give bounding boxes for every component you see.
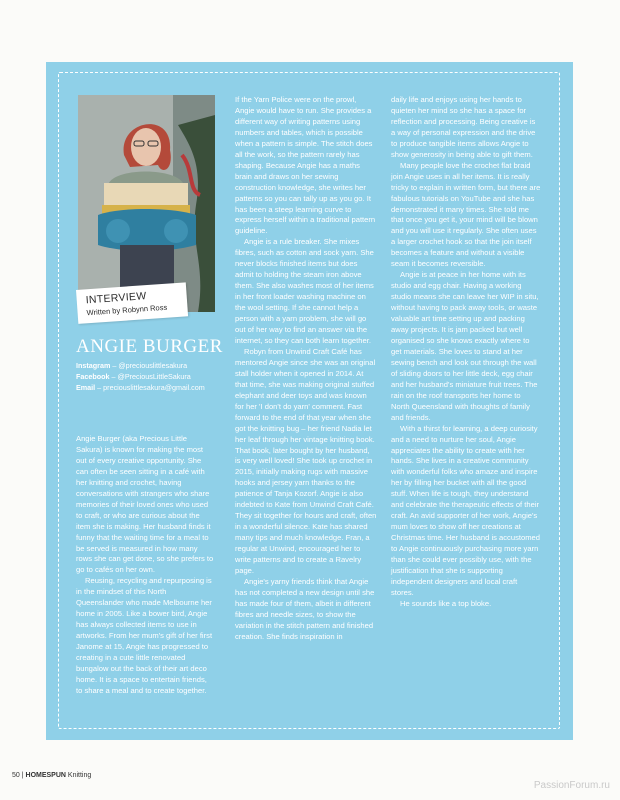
footer-separator: | bbox=[19, 772, 26, 779]
watermark: PassionForum.ru bbox=[533, 780, 610, 791]
portrait-illustration bbox=[78, 95, 215, 312]
page-number: 50 bbox=[12, 772, 20, 779]
page-footer bbox=[12, 772, 91, 779]
paragraph: He sounds like a top bloke. bbox=[400, 598, 492, 608]
article-column-3 bbox=[391, 95, 541, 610]
facebook-label: Facebook bbox=[76, 372, 110, 382]
profile-name: ANGIE BURGER bbox=[76, 336, 223, 357]
facebook-line bbox=[76, 371, 236, 382]
byline: Written by Robynn Ross bbox=[86, 302, 168, 318]
email-line bbox=[76, 382, 236, 393]
magazine-name: HOMESPUN bbox=[25, 772, 66, 779]
email-address: – preciouslittlesakura@gmail.com bbox=[95, 383, 205, 393]
article-column-2 bbox=[235, 95, 377, 643]
instagram-label: Instagram bbox=[76, 361, 111, 370]
magazine-section: Knitting bbox=[65, 772, 92, 779]
instagram-handle: – @preciouslittlesakura bbox=[110, 361, 188, 370]
paragraph: Robyn from Unwind Craft Café has mentored Angie since she was an original stall holder when it opened in 2014. At that time, she was making original stuffed elephant and deer toys and was known for her 'I don't do yarn' comment. Fast forward to the end of that year when she got the knitting bug – her friend Nadia let her leaf through her vintage knitting book. That book, later bought by her husband, is very well loved! She took up crochet in 2015, initially making rugs with massive hooks and jersey yarn thanks to the patience of Tanja Kozorf. Angie is also indebted to Kate from Unwind Craft Café. They sit together for hours and craft, often in a wonderful silence. Kate has shared many tips and much knowledge. Fran, a regular at Unwind, encouraged her to write patterns and to create a Ravelry page. bbox=[235, 346, 377, 575]
contact-details bbox=[76, 360, 236, 394]
article-column-1 bbox=[76, 434, 214, 697]
paragraph: With a thirst for learning, a deep curiosity and a need to nurture her soul, Angie appreciates the ability to create with her hands. She lives in a creative community with wonderful folks who amaze and inspire her by filling her bucket with all the good stuff. When life is tough, they understand and celebrate the therapeutic effects of their craft. An avid supporter of her work, Angie's mum loves to show off her creations at Christmas time. Her husband is accustomed to Angie continuously purchasing more yarn than she could ever possibly use, with the justification that she is supporting independent designers and local craft stores. bbox=[391, 423, 540, 597]
paragraph: Reusing, recycling and repurposing is in the mindset of this North Queenslander who made Melbourne her home in 2005. Like a bower bird, Angie has always collected items to use in artworks. From her mum's gift of her first Janome at 15, Angie has progressed to creating in a cute little renovated bungalow out the back of their art deco home. It is a space to entertain friends, to share a meal and to create together. bbox=[76, 576, 213, 695]
paragraph: Angie is a rule breaker. She mixes fibres, such as cotton and sock yarn. She never blocks finished items but does admit to holding the steam iron above them. She also washes most of her items in her front loader washing machine on the wool setting. If she cannot help a person with a yarn problem, she will go out of her way to find an answer via the internet, so they can both learn together. bbox=[235, 237, 374, 345]
paragraph: Angie's yarny friends think that Angie has not completed a new design until she has made four of them, albeit in different fibres and needle sizes, to show the variation in the stitch pattern and finished creation. She finds inspiration in bbox=[235, 576, 375, 641]
email-label: Email bbox=[76, 383, 96, 393]
paragraph: Angie is at peace in her home with its studio and egg chair. Having a working studio means she can leave her WIP in situ, without having to pack away tools, or waste valuable art time setting up and packing away projects. It is jam packed but well organised so she knows exactly where to get materials. She loves to stand at her sewing bench and look out through the wall of sliding doors to her little deck, egg chair and her husband's miniature fruit trees. The rain on the roof transports her home to North Queensland with thoughts of family and friends. bbox=[391, 270, 539, 422]
paragraph: If the Yarn Police were on the prowl, Angie would have to run. She provides a different way of writing patterns using numbers and tables, which is possible when a pattern is simple. The stitch does all the work, so the pattern rarely has shaping. Because Angie has a maths brain and draws on her sewing construction knowledge, she writes her patterns so you can tally up as you go. It has been a steep learning curve to express herself within a traditional pattern guideline. bbox=[235, 95, 376, 236]
facebook-handle: – @PreciousLittleSakura bbox=[109, 372, 191, 382]
paragraph: Angie Burger (aka Precious Little Sakura) is known for making the most out of every creative opportunity. She can often be seen sitting in a café with her knitting and crochet, having conversations with strangers who share memories of their loved ones who used to craft, or who are curious about the item she is making. Her husband finds it funny that the waiting time for a meal to be served is measured in how many rows she can get done, so she prefers to go to cafés on her own. bbox=[76, 434, 214, 575]
paragraph: Many people love the crochet flat braid join Angie uses in all her items. It is really tricky to explain in written form, but there are fabulous tutorials on YouTube and she has demonstrated it many times. She told me that once you get it, your mind will be blown and you will use it regularly. She often uses a larger crochet hook so that the join itself becomes a feature and without a visible seam it becomes reversible. bbox=[391, 160, 541, 269]
interview-label: INTERVIEW bbox=[85, 290, 147, 307]
instagram-line bbox=[76, 360, 236, 371]
paragraph: daily life and enjoys using her hands to quieten her mind so she has a space for reflection and processing. Being creative is a way of personal expression and the drive to produce tangible items allows Angie to show generosity in being able to gift them. bbox=[391, 95, 536, 159]
portrait-photo bbox=[78, 95, 215, 312]
